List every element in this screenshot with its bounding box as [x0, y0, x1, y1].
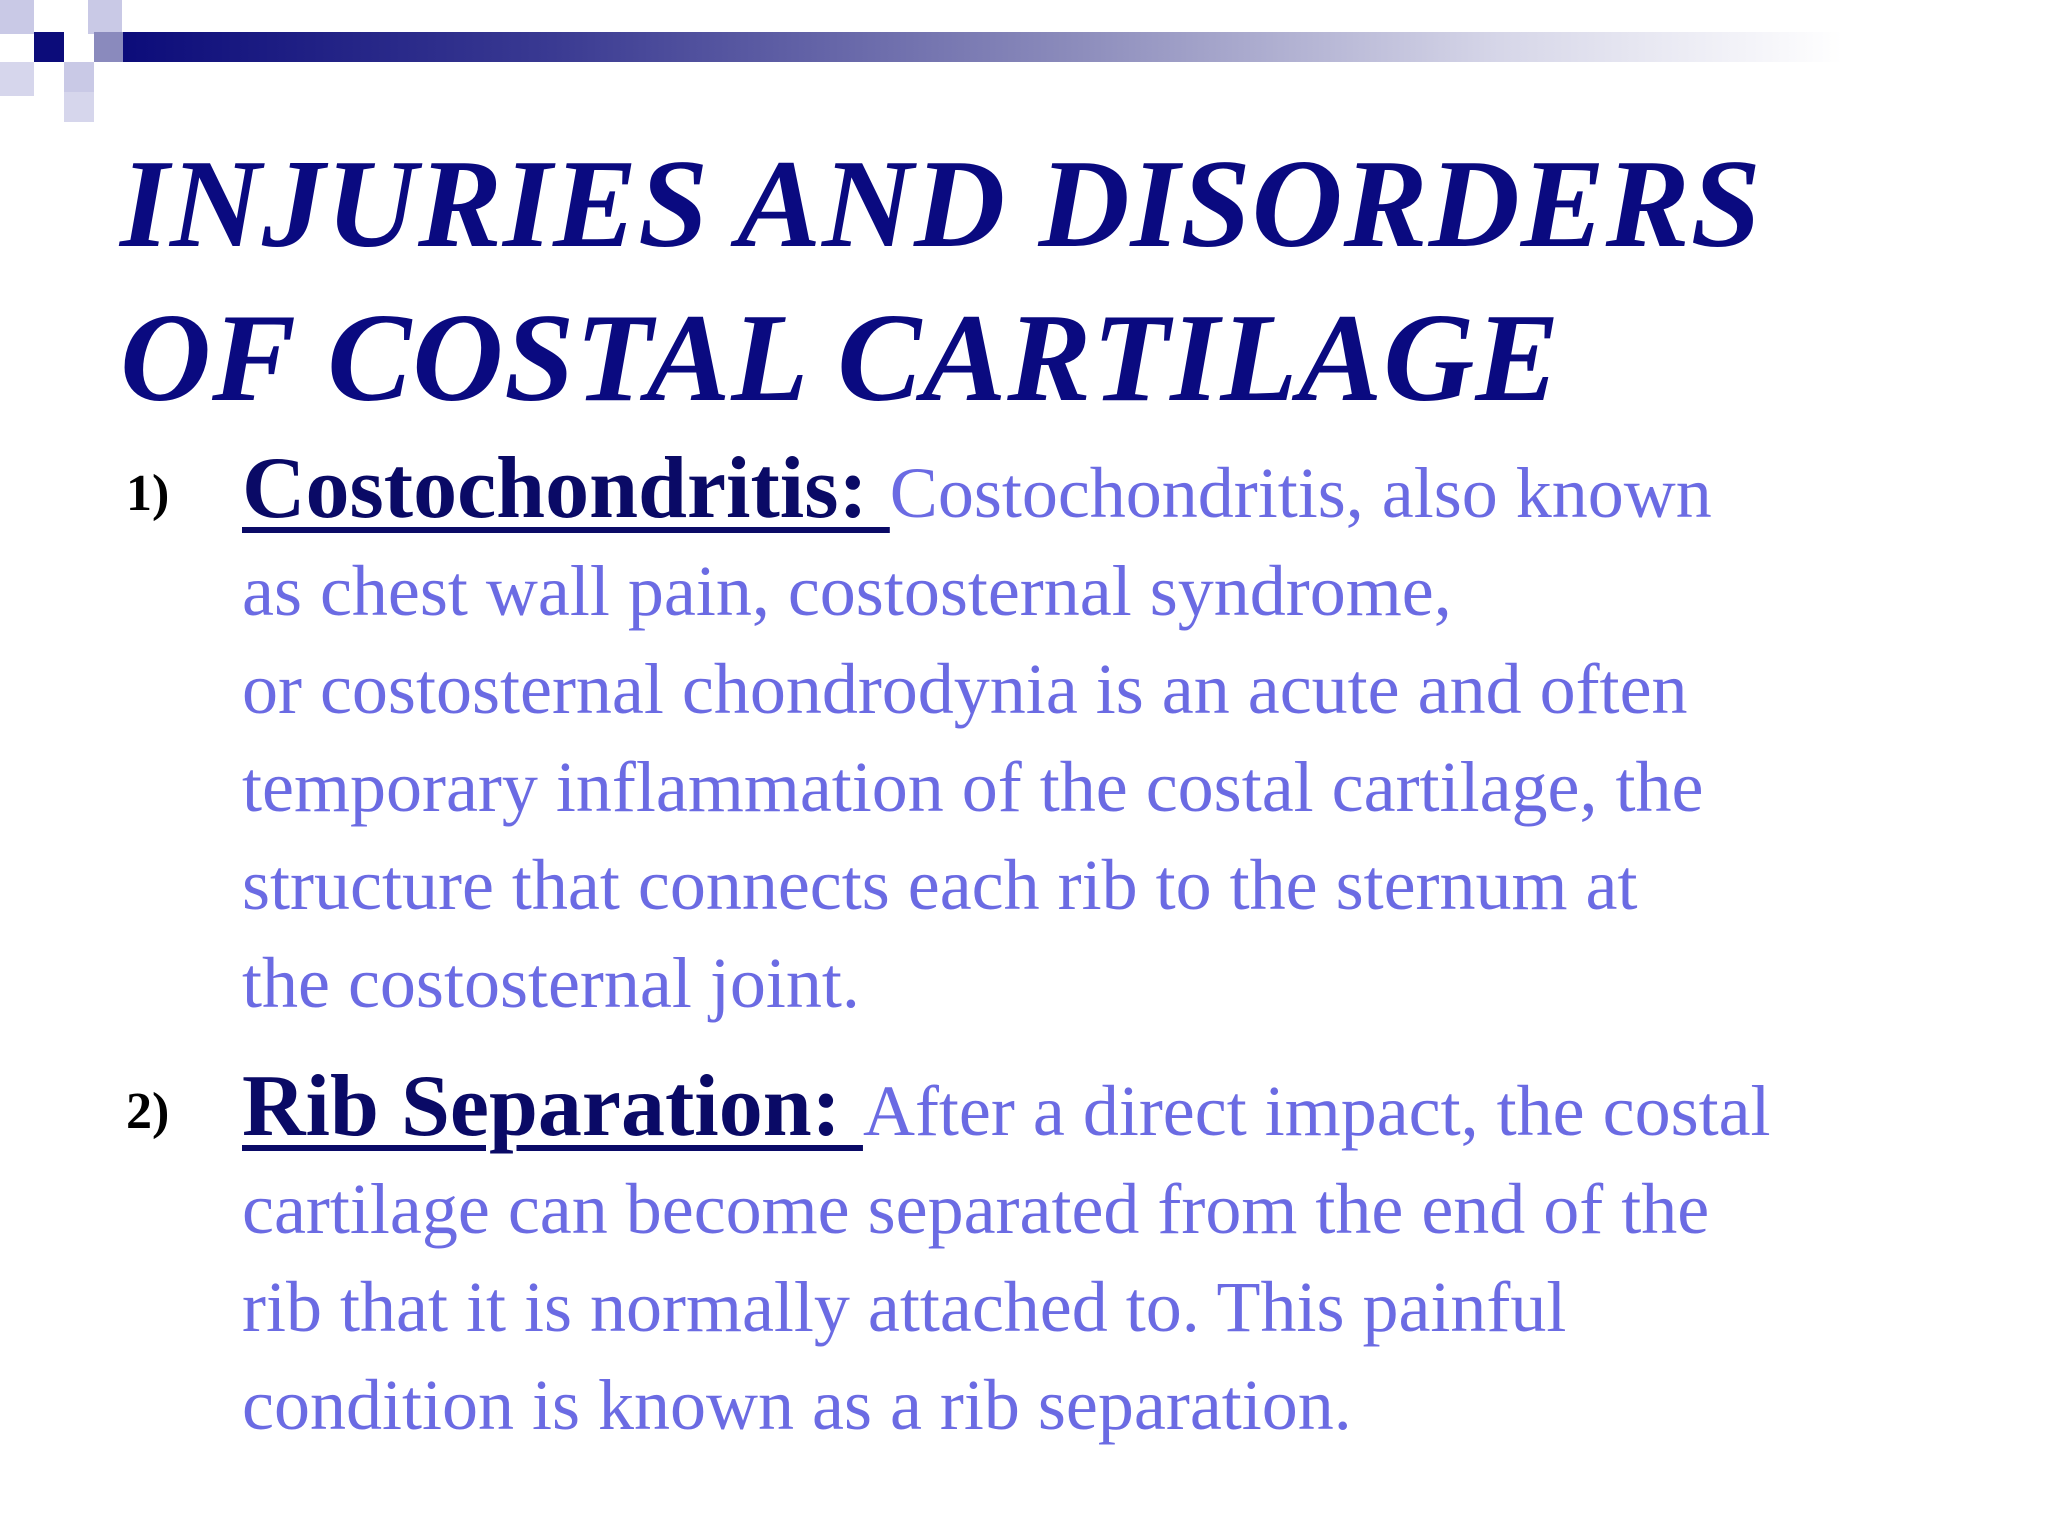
title-line: INJURIES AND DISORDERS: [120, 135, 1762, 274]
title-line: OF COSTAL CARTILAGE: [120, 289, 1561, 428]
item-number: 1): [126, 465, 170, 522]
decor-square-dark: [34, 32, 64, 62]
decor-square-light: [64, 62, 94, 92]
item-term: Rib Separation:: [242, 1058, 863, 1155]
item-text-line: condition is known as a rib separation.: [242, 1365, 1352, 1445]
decor-square-light: [0, 0, 34, 34]
decor-square-medium: [94, 32, 124, 62]
item-text-line: or costosternal chondrodynia is an acute and often: [242, 649, 1688, 729]
item-text-line: After a direct impact, the costal: [862, 1071, 1771, 1151]
item-text-line: cartilage can become separated from the end of the: [242, 1169, 1710, 1249]
item-text-line: rib that it is normally attached to. This painful: [242, 1267, 1567, 1347]
item-first-line: [242, 440, 1942, 542]
item-first-line: [242, 1058, 1942, 1160]
item-body: [242, 440, 1942, 1032]
item-body: [242, 1058, 1942, 1454]
item-text-line: the costosternal joint.: [242, 943, 860, 1023]
decor-square-light: [0, 62, 34, 96]
item-text-line: Costochondritis, also known: [889, 453, 1712, 533]
slide-title: [120, 128, 1960, 436]
item-text-line: as chest wall pain, costosternal syndrome,: [242, 551, 1452, 631]
item-text-line: structure that connects each rib to the sternum at: [242, 845, 1638, 925]
item-text-line: temporary inflammation of the costal cartilage, the: [242, 747, 1704, 827]
decor-square-light: [88, 0, 122, 34]
decor-square-light: [64, 92, 94, 122]
item-term: Costochondritis:: [242, 440, 890, 537]
item-number: 2): [126, 1083, 170, 1140]
corner-decoration: [0, 0, 2048, 140]
header-gradient-bar: [123, 32, 1843, 62]
